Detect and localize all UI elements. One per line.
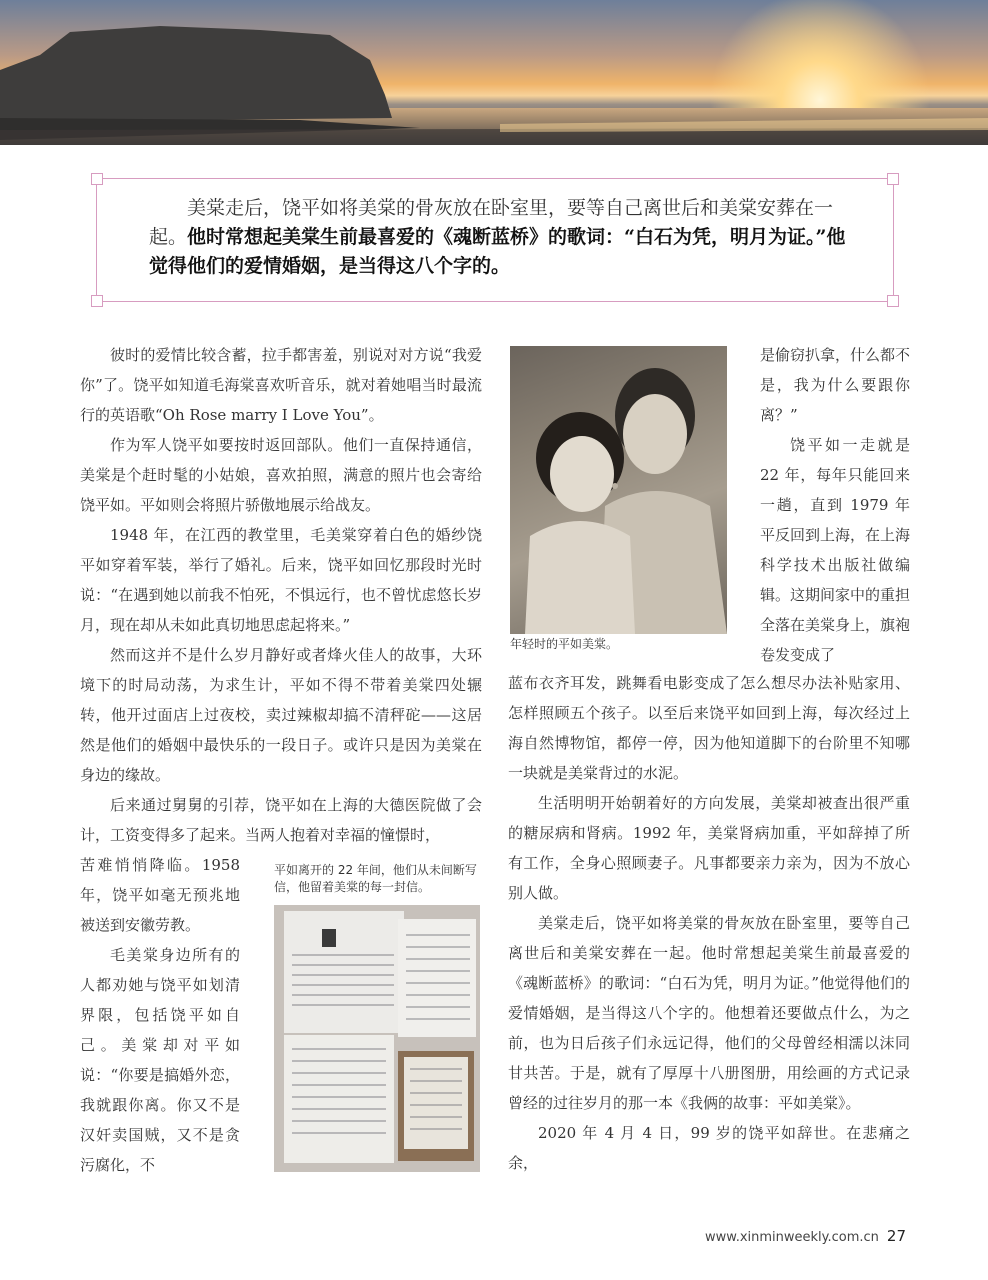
- corner-ornament-icon: [887, 173, 899, 185]
- sunset-sea-cliff-icon: [0, 0, 988, 145]
- left-column-narrow: [80, 850, 240, 1180]
- paragraph: 毛美棠身边所有的人都劝她与饶平如划清界限，包括饶平如自己。美棠却对平如说：“你要是搞婚外恋，我就跟你离。你又不是汉奸卖国贼，又不是贪污腐化，不: [80, 946, 240, 1174]
- photo-caption: 年轻时的平如美棠。: [510, 637, 619, 651]
- paragraph: 蓝布衣齐耳发，跳舞看电影变成了怎么想尽办法补贴家用、怎样照顾五个孩子。以至后来饶平如回到上海，每次经过上海自然博物馆，都停一停，因为他知道脚下的台阶里不知哪一块就是美棠背过的水泥。: [508, 674, 910, 782]
- pull-quote-text: [149, 194, 849, 281]
- right-column-narrow: [760, 340, 910, 670]
- corner-ornament-icon: [91, 295, 103, 307]
- letters-caption: 平如离开的 22 年间，他们从未间断写信，他留着美棠的每一封信。: [274, 863, 477, 894]
- paragraph: 1948 年，在江西的教堂里，毛美棠穿着白色的婚纱饶平如穿着军装，举行了婚礼。后来，饶平如回忆那段时光时说：“在遇到她以前我不怕死，不惧远行，也不曾忧虑悠长岁月，现在却从未如此真切地思虑起将来。”: [80, 526, 482, 634]
- pull-quote-box: [96, 178, 894, 302]
- corner-ornament-icon: [887, 295, 899, 307]
- header-sunset-image: [0, 0, 988, 145]
- paragraph: 2020 年 4 月 4 日，99 岁的饶平如辞世。在悲痛之余，: [508, 1124, 910, 1172]
- paragraph: 后来通过舅舅的引荐，饶平如在上海的大德医院做了会计，工资变得多了起来。当两人抱着对幸福的憧憬时，: [80, 796, 482, 844]
- paragraph: 彼时的爱情比较含蓄，拉手都害羞，别说对对方说“我爱你”了。饶平如知道毛海棠喜欢听音乐，就对着她唱当时最流行的英语歌“Oh Rose marry I Love You”。: [80, 346, 482, 424]
- page-footer: [705, 1227, 906, 1245]
- page-number: 27: [886, 1227, 906, 1245]
- left-column-top: [80, 340, 482, 850]
- website-url[interactable]: www.xinminweekly.com.cn: [704, 1230, 879, 1245]
- corner-ornament-icon: [91, 173, 103, 185]
- letters-photo: [274, 905, 480, 1172]
- right-column-bottom: [508, 668, 910, 1178]
- paragraph: 作为军人饶平如要按时返回部队。他们一直保持通信，美棠是个赶时髦的小姑娘，喜欢拍照，满意的照片也会寄给饶平如。平如则会将照片骄傲地展示给战友。: [80, 436, 482, 514]
- paragraph: 然而这并不是什么岁月静好或者烽火佳人的故事，大环境下的时局动荡，为求生计，平如不得不带着美棠四处辗转，他开过面店上过夜校，卖过辣椒却搞不清秤砣——这居然是他们的婚姻中最快乐的一段日子。或许只是因为美棠在身边的缘故。: [80, 646, 482, 784]
- pull-quote-normal: 美棠走后，饶平如将美棠的骨灰放在卧室里，要等自己离世后和美棠安葬在一起。: [149, 197, 834, 248]
- paragraph: 苦难悄悄降临。1958 年，饶平如毫无预兆地被送到安徽劳教。: [80, 856, 240, 934]
- paragraph: 是偷窃扒拿，什么都不是，我为什么要跟你离？”: [760, 346, 911, 424]
- paragraph: 生活明明开始朝着好的方向发展，美棠却被查出很严重的糖尿病和肾病。1992 年，美棠肾病加重，平如辞掉了所有工作，全身心照顾妻子。凡事都要亲力亲为，因为不放心别人做。: [508, 794, 910, 902]
- paragraph: 饶平如一走就是 22 年，每年只能回来一趟，直到 1979 年平反回到上海，在上海科学技术出版社做编辑。这期间家中的重担全落在美棠身上，旗袍卷发变成了: [760, 436, 911, 664]
- pull-quote-bold: 他时常想起美棠生前最喜爱的《魂断蓝桥》的歌词：“白石为凭，明月为证。”他觉得他们的爱情婚姻，是当得这八个字的。: [149, 226, 846, 277]
- paragraph: 美棠走后，饶平如将美棠的骨灰放在卧室里，要等自己离世后和美棠安葬在一起。他时常想起美棠生前最喜爱的《魂断蓝桥》的歌词：“白石为凭，明月为证。”他觉得他们的爱情婚姻，是当得这八个字的。他想着还要做点什么，为之前，也为日后孩子们永远记得，他们的父母曾经相濡以沫同甘共苦。于是，就有了厚厚十八册图册，用绘画的方式记录曾经的过往岁月的那一本《我俩的故事：平如美棠》。: [508, 914, 910, 1112]
- couple-portrait-photo: [510, 346, 727, 634]
